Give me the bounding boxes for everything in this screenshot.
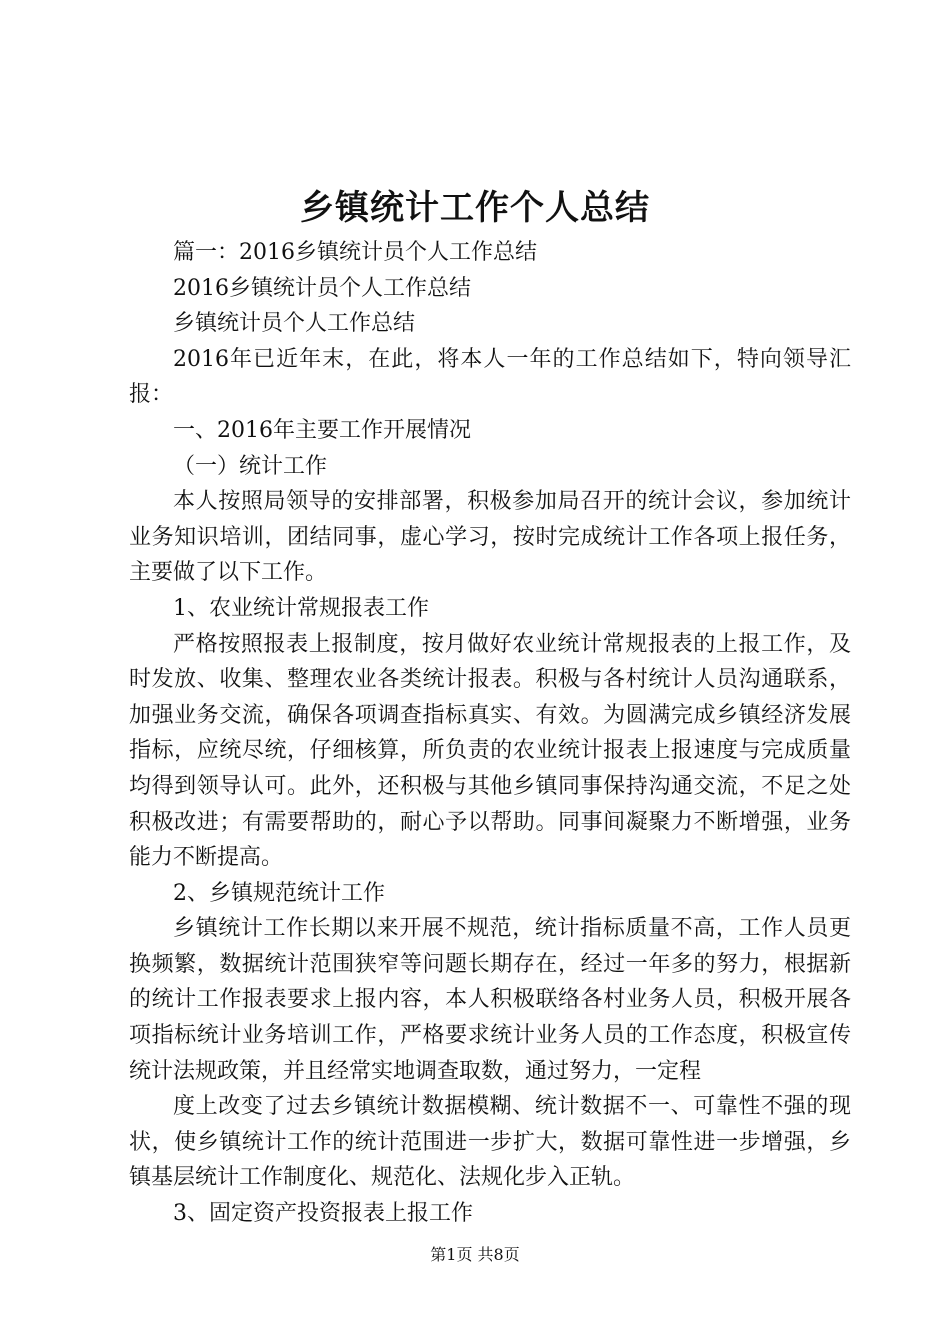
paragraph-item-2-continued: 度上改变了过去乡镇统计数据模糊、统计数据不一、可靠性不强的现状，使乡镇统计工作的统计范围进一步扩大，数据可靠性进一步增强，乡镇基层统计工作制度化、规范化、法规化步入正轨。 (129, 1094, 851, 1191)
paragraph-item-2-body: 乡镇统计工作长期以来开展不规范，统计指标质量不高，工作人员更换频繁，数据统计范围狭窄等问题长期存在，经过一年多的努力，根据新的统计工作报表要求上报内容，本人积极联络各村业务人员，积极开展各项指标统计业务培训工作，严格要求统计业务人员的工作态度，积极宣传统计法规政策，并且经常实地调查取数，通过努力，一定程 (129, 916, 851, 1084)
paragraph-section-heading: 篇一：2016乡镇统计员个人工作总结 (173, 240, 537, 265)
paragraph-item-1-body: 严格按照报表上报制度，按月做好农业统计常规报表的上报工作，及时发放、收集、整理农业各类统计报表。积极与各村统计人员沟通联系，加强业务交流，确保各项调查指标真实、有效。为圆满完成乡镇经济发展指标，应统尽统，仔细核算，所负责的农业统计报表上报速度与完成质量均得到领导认可。此外，还积极与其他乡镇同事保持沟通交流，不足之处积极改进；有需要帮助的，耐心予以帮助。同事间凝聚力不断增强，业务能力不断提高。 (129, 631, 851, 871)
paragraph-intro: 2016年已近年末，在此，将本人一年的工作总结如下，特向领导汇报： (129, 346, 851, 408)
paragraph-statistics-work: 本人按照局领导的安排部署，积极参加局召开的统计会议，参加统计业务知识培训，团结同事，虚心学习，按时完成统计工作各项上报任务，主要做了以下工作。 (129, 489, 851, 586)
paragraph-report-title: 2016乡镇统计员个人工作总结 (173, 275, 471, 301)
paragraph-item-3-heading: 3、固定资产投资报表上报工作 (173, 1201, 473, 1227)
paragraph-item-1-heading: 1、农业统计常规报表工作 (173, 595, 429, 621)
document-title: 乡镇统计工作个人总结 (300, 188, 650, 228)
paragraph-subheading-1: （一）统计工作 (173, 453, 328, 479)
paragraph-report-subtitle: 乡镇统计员个人工作总结 (173, 311, 416, 337)
paragraph-item-2-heading: 2、乡镇规范统计工作 (173, 880, 385, 906)
page-footer: 第1页 共8页 (430, 1245, 520, 1264)
paragraph-heading-1: 一、2016年主要工作开展情况 (173, 417, 471, 443)
document-body (129, 235, 851, 1232)
